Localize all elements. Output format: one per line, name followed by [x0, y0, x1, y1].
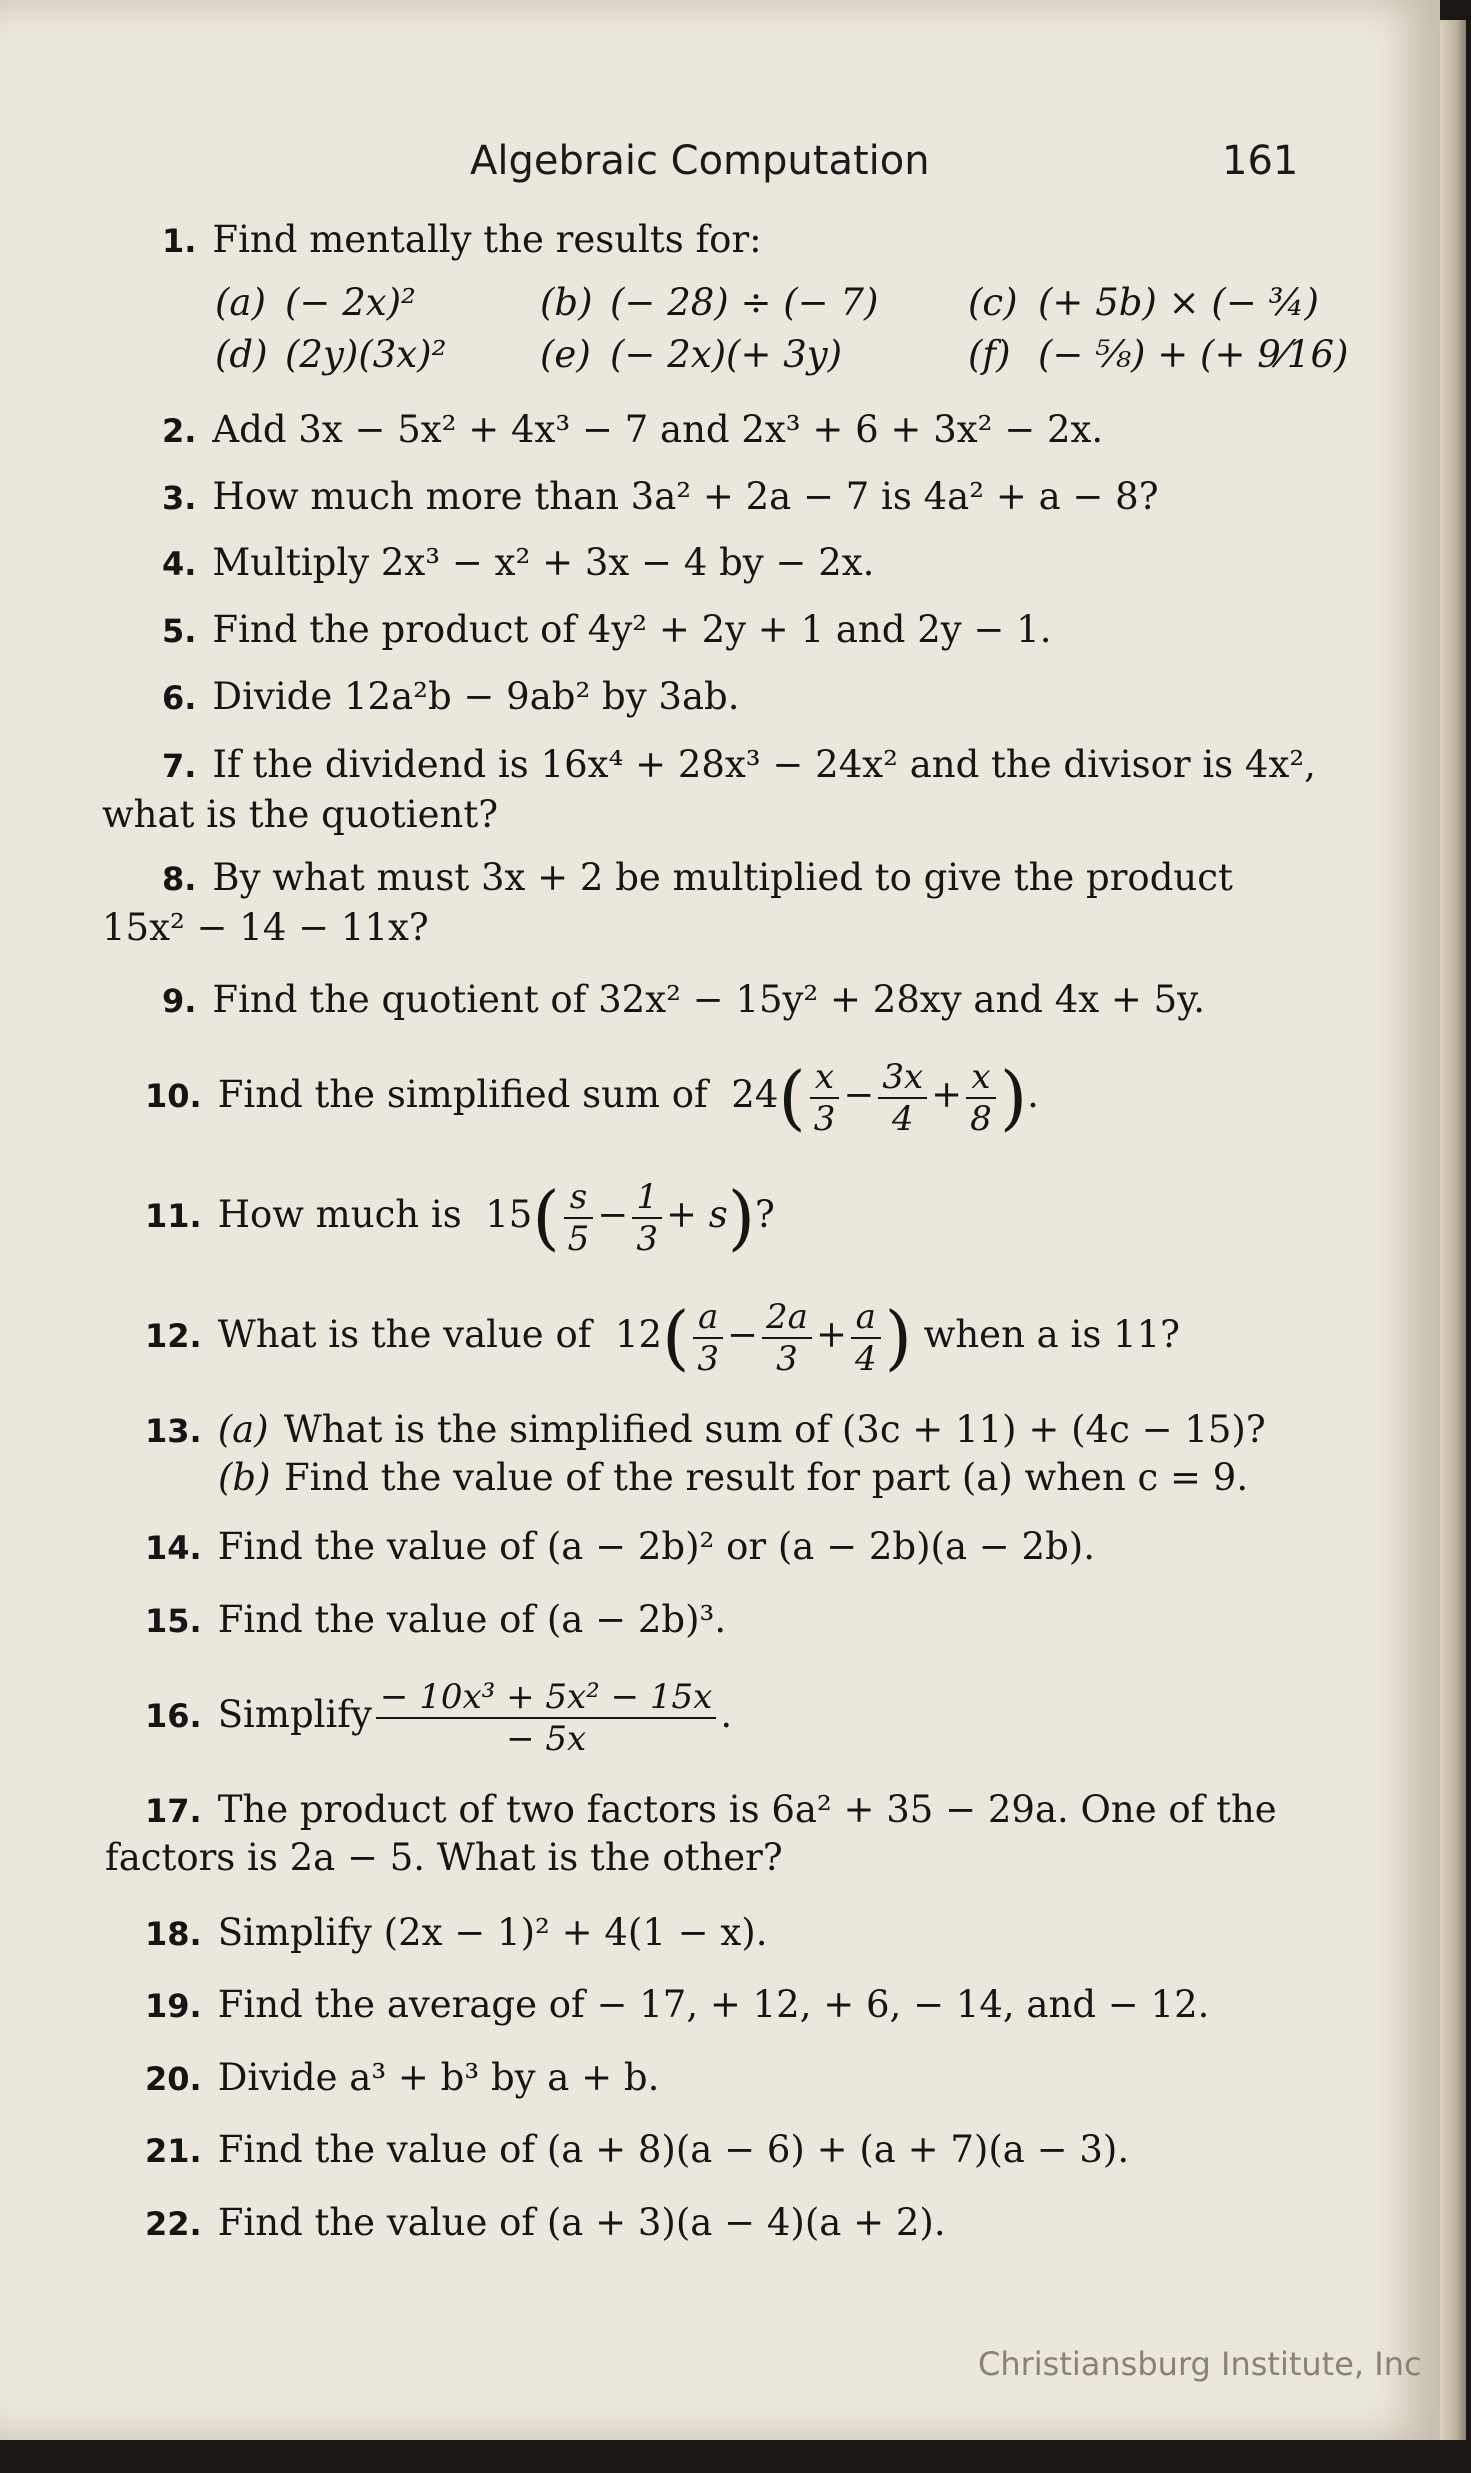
problem-21: 21. Find the value of (a + 8)(a − 6) + (a + 7)(a − 3).	[145, 2128, 1130, 2171]
problem-17-continuation: factors is 2a − 5. What is the other?	[105, 1836, 783, 1879]
page-edge	[1440, 20, 1466, 2440]
problem-3: 3. How much more than 3a² + 2a − 7 is 4a² + a − 8?	[162, 475, 1159, 518]
watermark: Christiansburg Institute, Inc	[978, 2345, 1422, 2383]
running-head: Algebraic Computation	[470, 138, 930, 184]
problem-1e: (e) (− 2x)(+ 3y)	[540, 333, 843, 376]
fraction: $\frac{a}{3}$	[693, 1297, 723, 1379]
problem-1a: (a) (− 2x)²	[215, 281, 416, 324]
problem-6: 6. Divide 12a²b − 9ab² by 3ab.	[162, 675, 740, 718]
problem-7: 7. If the dividend is 16x⁴ + 28x³ − 24x² and the divisor is 4x²,	[162, 743, 1316, 786]
problem-17: 17. The product of two factors is 6a² + 35 − 29a. One of the	[145, 1788, 1277, 1831]
problem-8-continuation: 15x² − 14 − 11x?	[102, 906, 429, 949]
problem-1b: (b) (− 28) ÷ (− 7)	[540, 281, 879, 324]
problem-20: 20. Divide a³ + b³ by a + b.	[145, 2056, 660, 2099]
problem-13: 13. (a) What is the simplified sum of (3c + 11) + (4c − 15)?	[145, 1408, 1266, 1451]
problem-7-continuation: what is the quotient?	[102, 793, 499, 836]
fraction: $\frac{\text{− 10x³ + 5x² − 15x}}{- 5x}$	[376, 1677, 716, 1759]
fraction: $\frac{s}{5}$	[564, 1177, 594, 1259]
problem-8: 8. By what must 3x + 2 be multiplied to give the product	[162, 856, 1233, 899]
problem-15: 15. Find the value of (a − 2b)³.	[145, 1598, 727, 1641]
page-number: 161	[1222, 138, 1299, 184]
problem-1c: (c) (+ 5b) × (− ¾)	[968, 281, 1319, 324]
problem-11: 11. How much is 15( $\frac{s}{5}$ − $\frac{1}{3}$ + s)?	[145, 1176, 775, 1259]
fraction: $\frac{2a}{3}$	[762, 1297, 812, 1379]
problem-number: 1.	[162, 222, 197, 260]
fraction: $\frac{1}{3}$	[632, 1177, 662, 1259]
problem-10: 10. Find the simplified sum of 24( $\frac{x}{3}$ − $\frac{3x}{4}$ + $\frac{x}{8}$ ).	[145, 1056, 1039, 1139]
fraction: $\frac{3x}{4}$	[878, 1057, 927, 1139]
fraction: $\frac{a}{4}$	[851, 1297, 881, 1379]
problem-9: 9. Find the quotient of 32x² − 15y² + 28xy and 4x + 5y.	[162, 978, 1205, 1021]
problem-4: 4. Multiply 2x³ − x² + 3x − 4 by − 2x.	[162, 541, 875, 584]
problem-1f: (f) (− ⅝) + (+ 9⁄16)	[968, 333, 1349, 376]
problem-2: 2. Add 3x − 5x² + 4x³ − 7 and 2x³ + 6 + 3x² − 2x.	[162, 408, 1104, 451]
problem-12: 12. What is the value of 12( $\frac{a}{3}$ − $\frac{2a}{3}$ + $\frac{a}{4}$ ) when a is 11?	[145, 1296, 1180, 1379]
fraction: $\frac{x}{8}$	[966, 1057, 996, 1139]
problem-19: 19. Find the average of − 17, + 12, + 6, − 14, and − 12.	[145, 1983, 1210, 2026]
problem-14: 14. Find the value of (a − 2b)² or (a − 2b)(a − 2b).	[145, 1525, 1095, 1568]
problem-1	[162, 215, 762, 266]
problem-text: Find mentally the results for:	[212, 218, 762, 261]
problem-22: 22. Find the value of (a + 3)(a − 4)(a + 2).	[145, 2201, 946, 2244]
problem-5: 5. Find the product of 4y² + 2y + 1 and 2y − 1.	[162, 608, 1052, 651]
problem-1d: (d) (2y)(3x)²	[215, 333, 447, 376]
problem-18: 18. Simplify (2x − 1)² + 4(1 − x).	[145, 1911, 768, 1954]
fraction: $\frac{x}{3}$	[810, 1057, 840, 1139]
problem-13b: (b) Find the value of the result for part (a) when c = 9.	[218, 1456, 1249, 1499]
problem-16: 16. Simplify $\frac{\text{− 10x³ + 5x² − 15x}}{- 5x}$ .	[145, 1676, 733, 1759]
